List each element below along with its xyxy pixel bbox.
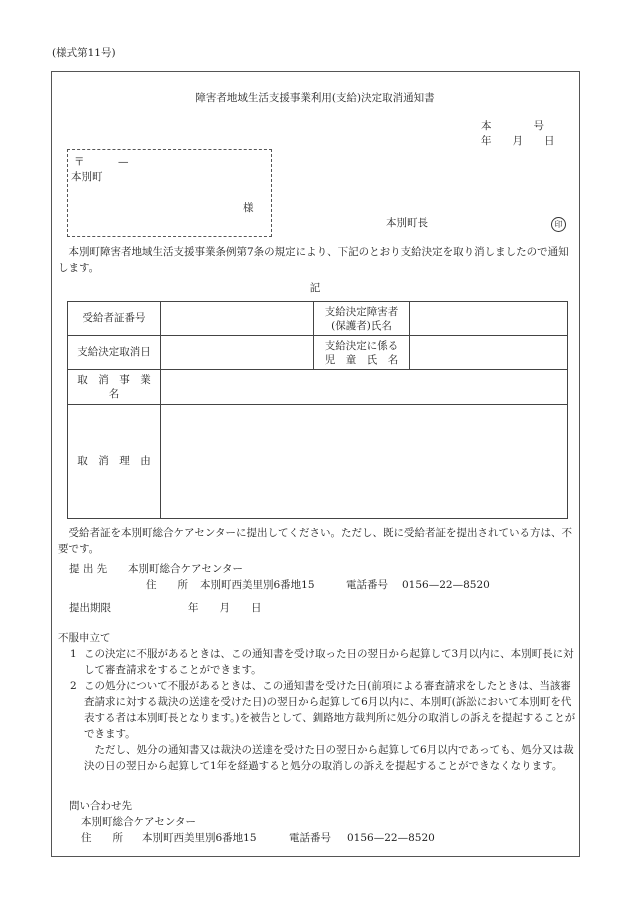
objection-item-2-number: 2 (70, 680, 77, 692)
service-name-value[interactable] (161, 370, 568, 405)
submit-address-label: 住 所 (146, 579, 188, 591)
postal-mark: 〒 (74, 156, 85, 168)
addressee-honorific: 様 (243, 202, 254, 214)
contact-address: 本別町西美里別6番地15 (142, 832, 257, 844)
submit-address: 本別町西美里別6番地15 (200, 579, 315, 591)
contact-tel: 0156—22—8520 (347, 832, 435, 844)
deadline-value: 年 月 日 (188, 602, 262, 614)
service-name-label: 取 消 事 業 名 (68, 370, 161, 405)
child-name-value[interactable] (410, 336, 568, 370)
intro-paragraph: 本別町障害者地域生活支援事業条例第7条の規定により、下記のとおり支給決定を取り消しましたので通知します。 (58, 246, 569, 274)
objection-section (58, 630, 578, 774)
document-number-label: 本 号 (481, 120, 544, 132)
ki-heading: 記 (309, 282, 321, 294)
submit-note: 受給者証を本別町総合ケアセンターに提出してください。ただし、既に受給者証を提出されている方は、不要です。 (58, 527, 572, 555)
guardian-name-label (314, 302, 410, 336)
seal-mark: 印 (551, 217, 566, 232)
postal-dash: — (118, 156, 129, 168)
deadline-label: 提出期限 (69, 602, 111, 614)
reason-value[interactable] (161, 405, 568, 519)
cancel-date-label: 支給決定取消日 (68, 336, 161, 370)
submit-to-label: 提 出 先 (69, 563, 108, 575)
objection-proviso: ただし、処分の通知書又は裁決の送達を受けた日の翌日から起算して6月以内であっても、処分又は裁決の日の翌日から起算して1年を経過すると処分の取消しの訴えを提起することができなくなります。 (84, 744, 574, 772)
sender-name: 本別町長 (386, 217, 428, 229)
addressee-box (67, 149, 272, 237)
issue-date-label: 年 月 日 (481, 135, 555, 147)
form-number: (様式第11号) (52, 47, 116, 59)
objection-item-1-text: この決定に不服があるときは、この通知書を受け取った日の翌日から起算して3月以内に、本別町長に対して審査請求をすることができます。 (84, 648, 574, 676)
child-name-label-line2: 児 童 氏 名 (324, 353, 399, 366)
recipient-cert-value[interactable] (161, 302, 314, 336)
document-title: 障害者地域生活支援事業利用(支給)決定取消通知書 (195, 92, 435, 104)
reason-label: 取 消 理 由 (68, 405, 161, 519)
guardian-name-label-line1: 支給決定障害者 (324, 305, 399, 318)
objection-heading: 不服申立て (58, 632, 111, 644)
contact-address-label: 住 所 (81, 832, 123, 844)
child-name-label-line1: 支給決定に係る (324, 339, 399, 352)
submit-tel-label: 電話番号 (346, 579, 388, 591)
objection-item-2 (58, 678, 578, 742)
objection-item-1-number: 1 (70, 648, 77, 660)
contact-name: 本別町総合ケアセンター (81, 816, 196, 828)
objection-item-1 (58, 646, 578, 678)
submit-to-name: 本別町総合ケアセンター (128, 563, 243, 575)
child-name-label (314, 336, 410, 370)
recipient-cert-label: 受給者証番号 (68, 302, 161, 336)
contact-heading: 問い合わせ先 (69, 800, 132, 812)
submit-tel: 0156—22—8520 (402, 579, 490, 591)
guardian-name-label-line2: (保護者)氏名 (331, 319, 392, 332)
contact-tel-label: 電話番号 (289, 832, 331, 844)
record-table (67, 301, 568, 519)
addressee-town: 本別町 (71, 171, 103, 183)
guardian-name-value[interactable] (410, 302, 568, 336)
cancel-date-value[interactable] (161, 336, 314, 370)
objection-item-2-text: この処分について不服があるときは、この通知書を受けた日(前項による審査請求をしたときは、当該審査請求に対する裁決の送達を受けた日)の翌日から起算して6月以内に、本別町(訴訟において本別町を代表する者は本別町長となります。)を被告として、釧路地方裁判所に処分の取消しの訴えを提起することができます。 (84, 680, 576, 740)
